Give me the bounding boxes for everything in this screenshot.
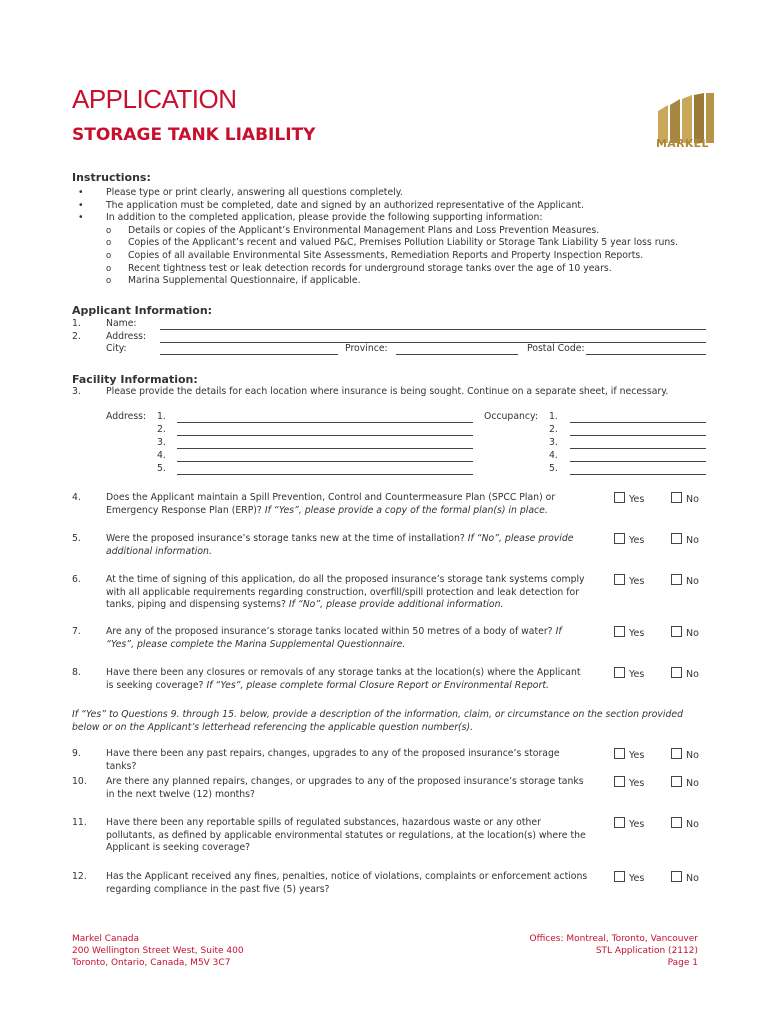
question-number: 4. (72, 492, 81, 503)
page-title: APPLICATION (72, 84, 237, 114)
item-number: 2. (72, 331, 81, 342)
footer-page-number: Page 1 (667, 958, 698, 968)
occupancy-field[interactable] (570, 435, 706, 436)
question-number: 11. (72, 817, 87, 828)
instruction-subitem: o Copies of all available Environmental Site Assessments, Remediation Reports and Property Inspection Reports. (72, 250, 712, 263)
occupancy-field[interactable] (570, 448, 706, 449)
checkbox[interactable] (671, 817, 682, 828)
footer-company-name: Markel Canada (72, 934, 140, 944)
city-field[interactable] (160, 354, 338, 355)
question-5-text: Were the proposed insurance’s storage tanks new at the time of installation? If “No”, please provide additional information. (106, 533, 574, 557)
question-number: 9. (72, 748, 81, 759)
question-12-yes[interactable]: Yes (614, 871, 644, 884)
question-4-no[interactable]: No (671, 492, 699, 505)
question-5-no[interactable]: No (671, 533, 699, 546)
instruction-subitem: o Marina Supplemental Questionnaire, if applicable. (72, 275, 712, 288)
question-7-no[interactable]: No (671, 626, 699, 639)
instructions-heading: Instructions: (72, 171, 151, 184)
item-number: 3. (72, 386, 81, 397)
question-9-text: Have there been any past repairs, changes, upgrades to any of the proposed insurance’s storage tanks? (106, 748, 560, 772)
checkbox[interactable] (671, 574, 682, 585)
footer-info (470, 933, 698, 969)
checkbox[interactable] (614, 667, 625, 678)
occupancy-number: 1. (549, 411, 558, 422)
question-number: 12. (72, 871, 87, 882)
address-label: Address: (106, 331, 147, 342)
question-10-text: Are there any planned repairs, changes, or upgrades to any of the proposed insurance’s storage tanks in the next twelve (12) months? (106, 776, 584, 800)
address-field[interactable] (160, 342, 706, 343)
footer-address-line: Toronto, Ontario, Canada, M5V 3C7 (72, 958, 231, 968)
question-8-no[interactable]: No (671, 667, 699, 680)
checkbox[interactable] (671, 776, 682, 787)
instruction-item: • The application must be completed, date and signed by an authorized representative of the Applicant. (72, 200, 712, 213)
instruction-item: • Please type or print clearly, answering all questions completely. (72, 187, 712, 200)
occupancy-number: 5. (549, 463, 558, 474)
footer-company (72, 933, 244, 969)
occupancy-field[interactable] (570, 474, 706, 475)
question-number: 7. (72, 626, 81, 637)
facility-address-field[interactable] (177, 461, 473, 462)
footer-address-line: 200 Wellington Street West, Suite 400 (72, 946, 244, 956)
footer-offices: Offices: Montreal, Toronto, Vancouver (529, 934, 698, 944)
question-8-yes[interactable]: Yes (614, 667, 644, 680)
occupancy-number: 2. (549, 424, 558, 435)
facility-address-field[interactable] (177, 474, 473, 475)
facility-address-field[interactable] (177, 422, 473, 423)
checkbox[interactable] (614, 626, 625, 637)
facility-heading: Facility Information: (72, 373, 198, 386)
checkbox[interactable] (671, 748, 682, 759)
occupancy-field[interactable] (570, 422, 706, 423)
checkbox[interactable] (671, 626, 682, 637)
checkbox[interactable] (614, 776, 625, 787)
checkbox[interactable] (671, 871, 682, 882)
question-9-no[interactable]: No (671, 748, 699, 761)
checkbox[interactable] (614, 817, 625, 828)
question-6-no[interactable]: No (671, 574, 699, 587)
question-9-yes[interactable]: Yes (614, 748, 644, 761)
occupancy-number: 4. (549, 450, 558, 461)
question-11-no[interactable]: No (671, 817, 699, 830)
name-field[interactable] (160, 329, 706, 330)
question-12-no[interactable]: No (671, 871, 699, 884)
question-number: 5. (72, 533, 81, 544)
applicant-heading: Applicant Information: (72, 304, 213, 317)
postal-code-label: Postal Code: (527, 343, 585, 354)
question-number: 6. (72, 574, 81, 585)
checkbox[interactable] (614, 492, 625, 503)
checkbox[interactable] (614, 871, 625, 882)
question-number: 10. (72, 776, 87, 787)
checkbox[interactable] (614, 533, 625, 544)
checkbox[interactable] (671, 533, 682, 544)
question-6-yes[interactable]: Yes (614, 574, 644, 587)
city-label: City: (106, 343, 127, 354)
question-4-yes[interactable]: Yes (614, 492, 644, 505)
facility-address-field[interactable] (177, 448, 473, 449)
checkbox[interactable] (671, 492, 682, 503)
checkbox[interactable] (614, 748, 625, 759)
question-11-yes[interactable]: Yes (614, 817, 644, 830)
question-4-text: Does the Applicant maintain a Spill Prevention, Control and Countermeasure Plan (SPCC Plan) or Emergency Response Plan (ERP)? If “Yes”, please provide a copy of the formal plan(s) in place. (106, 492, 556, 516)
question-10-yes[interactable]: Yes (614, 776, 644, 789)
instructions-list (72, 187, 712, 288)
instruction-subitem: o Copies of the Applicant’s recent and valued P&C, Premises Pollution Liability or Storage Tank Liability 5 year loss runs. (72, 237, 712, 250)
address-number: 3. (157, 437, 166, 448)
address-number: 2. (157, 424, 166, 435)
question-10-no[interactable]: No (671, 776, 699, 789)
checkbox[interactable] (671, 667, 682, 678)
question-12-text: Has the Applicant received any fines, penalties, notice of violations, complaints or enforcement actions regarding compliance in the past five (5) years? (106, 871, 588, 895)
postal-code-field[interactable] (586, 354, 706, 355)
occupancy-number: 3. (549, 437, 558, 448)
question-6-text: At the time of signing of this application, do all the proposed insurance’s storage tank systems comply with all applicable requirements regarding construction, overfill/spill protection and leak detection for tanks, piping and dispensing systems? If “No”, please provide additional information. (106, 574, 585, 611)
question-5-yes[interactable]: Yes (614, 533, 644, 546)
footer-form-id: STL Application (2112) (595, 946, 698, 956)
instruction-item: • In addition to the completed application, please provide the following supporting information: (72, 212, 712, 225)
address-number: 1. (157, 411, 166, 422)
name-label: Name: (106, 318, 137, 329)
logo-text: MARKEL (656, 137, 709, 150)
facility-address-field[interactable] (177, 435, 473, 436)
item-number: 1. (72, 318, 81, 329)
facility-address-label: Address: (106, 411, 147, 422)
question-7-yes[interactable]: Yes (614, 626, 644, 639)
questions-9-15-note: If “Yes” to Questions 9. through 15. below, provide a description of the information, claim, or circumstance on the section provided below or on the Applicant’s letterhead referencing the applicable question number(s). (72, 709, 684, 733)
instruction-subitem: o Details or copies of the Applicant’s Environmental Management Plans and Loss Prevention Measures. (72, 225, 712, 238)
province-field[interactable] (396, 354, 518, 355)
page-subtitle: STORAGE TANK LIABILITY (72, 125, 316, 145)
address-number: 4. (157, 450, 166, 461)
question-8-text: Have there been any closures or removals of any storage tanks at the location(s) where the Applicant is seeking coverage? If “Yes”, please complete formal Closure Report or Environmental Report. (106, 667, 581, 691)
address-number: 5. (157, 463, 166, 474)
question-7-text: Are any of the proposed insurance’s storage tanks located within 50 metres of a body of water? If “Yes”, please complete the Marina Supplemental Questionnaire. (106, 626, 562, 650)
question-number: 8. (72, 667, 81, 678)
facility-instruction: Please provide the details for each location where insurance is being sought. Continue on a separate sheet, if necessary. (106, 386, 669, 397)
question-11-text: Have there been any reportable spills of regulated substances, hazardous waste or any other pollutants, as defined by applicable environmental statutes or regulations, at the location(s) where the Applicant is seeking coverage? (106, 817, 586, 854)
province-label: Province: (345, 343, 388, 354)
checkbox[interactable] (614, 574, 625, 585)
instruction-subitem: o Recent tightness test or leak detection records for underground storage tanks over the age of 10 years. (72, 263, 712, 276)
occupancy-field[interactable] (570, 461, 706, 462)
facility-occupancy-label: Occupancy: (484, 411, 538, 422)
